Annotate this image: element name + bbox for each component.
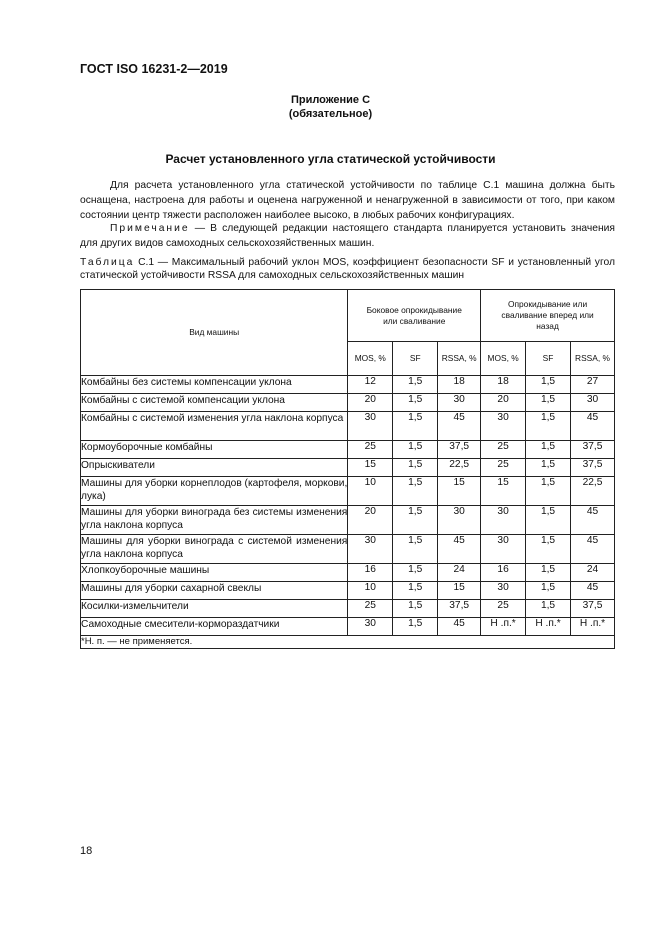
machine-name-cell: Кормоуборочные комбайны <box>81 441 348 459</box>
value-cell: 37,5 <box>570 459 614 477</box>
subheader-rssa: RSSA, % <box>570 342 614 376</box>
value-cell: 1,5 <box>526 459 571 477</box>
table-row <box>81 582 615 600</box>
table-row <box>81 394 615 412</box>
machine-name-cell: Косилки-измельчители <box>81 600 348 618</box>
value-cell: 10 <box>348 582 393 600</box>
value-cell: 25 <box>348 441 393 459</box>
group-header-side: Боковое опрокидывание или сваливание <box>348 290 481 342</box>
value-cell: 18 <box>481 376 526 394</box>
value-cell: 1,5 <box>393 376 438 394</box>
value-cell: 30 <box>481 506 526 535</box>
value-cell: 45 <box>570 582 614 600</box>
table-caption-label: Таблица <box>80 257 135 268</box>
value-cell: 30 <box>438 506 481 535</box>
note-label: Примечание <box>110 223 190 234</box>
table-row <box>81 600 615 618</box>
subheader-sf: SF <box>526 342 571 376</box>
value-cell: 30 <box>348 535 393 564</box>
value-cell: 1,5 <box>526 564 571 582</box>
note-paragraph <box>80 222 615 252</box>
table-row <box>81 535 615 564</box>
table-row <box>81 477 615 506</box>
subheader-sf: SF <box>393 342 438 376</box>
value-cell: 15 <box>438 477 481 506</box>
value-cell: 25 <box>481 600 526 618</box>
table-row <box>81 441 615 459</box>
value-cell: 45 <box>438 618 481 636</box>
table-row <box>81 506 615 535</box>
value-cell: 25 <box>481 441 526 459</box>
appendix-subtitle: (обязательное) <box>288 108 373 120</box>
value-cell: 1,5 <box>393 564 438 582</box>
value-cell: 1,5 <box>526 441 571 459</box>
machine-name-cell: Машины для уборки корнеплодов (картофеля, моркови, лука) <box>81 477 348 506</box>
value-cell: Н .п.* <box>526 618 571 636</box>
value-cell: 27 <box>570 376 614 394</box>
value-cell: 1,5 <box>526 376 571 394</box>
value-cell: 1,5 <box>526 535 571 564</box>
value-cell: 45 <box>438 535 481 564</box>
value-cell: 1,5 <box>393 412 438 441</box>
value-cell: 37,5 <box>570 441 614 459</box>
value-cell: 45 <box>570 412 614 441</box>
page-number: 18 <box>80 845 93 857</box>
value-cell: 1,5 <box>393 506 438 535</box>
table-row <box>81 412 615 441</box>
value-cell: 30 <box>348 618 393 636</box>
machine-name-cell: Опрыскиватели <box>81 459 348 477</box>
document-code: ГОСТ ISO 16231-2—2019 <box>80 62 228 76</box>
value-cell: 1,5 <box>393 582 438 600</box>
intro-paragraph <box>80 179 615 223</box>
value-cell: 30 <box>570 394 614 412</box>
value-cell: 16 <box>348 564 393 582</box>
value-cell: 1,5 <box>526 477 571 506</box>
note-text: — В следующей редакции настоящего стандарта планируется установить значения для других видов самоходных сельскохозяйственных машин. <box>80 223 615 249</box>
value-cell: 20 <box>348 506 393 535</box>
value-cell: 37,5 <box>438 441 481 459</box>
value-cell: 1,5 <box>526 582 571 600</box>
machine-name-cell: Машины для уборки винограда без системы изменения угла наклона корпуса <box>81 506 348 535</box>
section-title: Расчет установленного угла статической устойчивости <box>165 152 496 166</box>
value-cell: 15 <box>438 582 481 600</box>
value-cell: 25 <box>481 459 526 477</box>
value-cell: 37,5 <box>570 600 614 618</box>
subheader-rssa: RSSA, % <box>438 342 481 376</box>
value-cell: 1,5 <box>393 477 438 506</box>
value-cell: 1,5 <box>393 600 438 618</box>
machine-name-cell: Машины для уборки винограда с системой изменения угла наклона корпуса <box>81 535 348 564</box>
value-cell: 1,5 <box>393 394 438 412</box>
value-cell: 1,5 <box>393 535 438 564</box>
value-cell: 30 <box>481 412 526 441</box>
value-cell: 1,5 <box>526 506 571 535</box>
table-row <box>81 459 615 477</box>
table-row <box>81 376 615 394</box>
machine-name-cell: Комбайны с системой компенсации уклона <box>81 394 348 412</box>
value-cell: 45 <box>438 412 481 441</box>
table-footnote: *Н. п. — не применяется. <box>81 636 615 649</box>
group-header-front: Опрокидывание или сваливание вперед или назад <box>481 290 615 342</box>
table-caption <box>80 256 615 282</box>
value-cell: 18 <box>438 376 481 394</box>
value-cell: 24 <box>438 564 481 582</box>
stability-table <box>80 289 615 649</box>
value-cell: 1,5 <box>526 600 571 618</box>
value-cell: 1,5 <box>526 412 571 441</box>
value-cell: 20 <box>481 394 526 412</box>
machine-name-cell: Самоходные смесители-кормораздатчики <box>81 618 348 636</box>
machine-name-cell: Хлопкоуборочные машины <box>81 564 348 582</box>
value-cell: Н .п.* <box>570 618 614 636</box>
value-cell: 25 <box>348 600 393 618</box>
value-cell: 20 <box>348 394 393 412</box>
value-cell: Н .п.* <box>481 618 526 636</box>
column-header-machine: Вид машины <box>81 290 348 376</box>
value-cell: 1,5 <box>393 441 438 459</box>
value-cell: 22,5 <box>438 459 481 477</box>
table-row <box>81 618 615 636</box>
value-cell: 30 <box>348 412 393 441</box>
value-cell: 30 <box>481 535 526 564</box>
value-cell: 15 <box>481 477 526 506</box>
value-cell: 24 <box>570 564 614 582</box>
value-cell: 1,5 <box>526 394 571 412</box>
table-row <box>81 564 615 582</box>
machine-name-cell: Комбайны без системы компенсации уклона <box>81 376 348 394</box>
intro-text: Для расчета установленного угла статической устойчивости по таблице С.1 машина должна быть оснащена, настроена для работы и оценена нагруженной и ненагруженной в зависимости от того, при каком состоянии центр тяжести расположен наиболее высоко, в любых рабочих конфигурациях. <box>80 180 615 221</box>
value-cell: 15 <box>348 459 393 477</box>
machine-name-cell: Машины для уборки сахарной свеклы <box>81 582 348 600</box>
value-cell: 30 <box>481 582 526 600</box>
value-cell: 30 <box>438 394 481 412</box>
value-cell: 1,5 <box>393 459 438 477</box>
subheader-mos: MOS, % <box>481 342 526 376</box>
subheader-mos: MOS, % <box>348 342 393 376</box>
value-cell: 16 <box>481 564 526 582</box>
value-cell: 37,5 <box>438 600 481 618</box>
value-cell: 22,5 <box>570 477 614 506</box>
value-cell: 12 <box>348 376 393 394</box>
value-cell: 1,5 <box>393 618 438 636</box>
value-cell: 45 <box>570 535 614 564</box>
value-cell: 45 <box>570 506 614 535</box>
machine-name-cell: Комбайны с системой изменения угла наклона корпуса <box>81 412 348 441</box>
value-cell: 10 <box>348 477 393 506</box>
appendix-heading <box>0 93 661 121</box>
appendix-title: Приложение С <box>290 94 371 106</box>
table-caption-text: С.1 — Максимальный рабочий уклон MOS, коэффициент безопасности SF и установленный угол статической устойчивости RSSA для самоходных сельскохозяйственных машин <box>80 257 615 281</box>
